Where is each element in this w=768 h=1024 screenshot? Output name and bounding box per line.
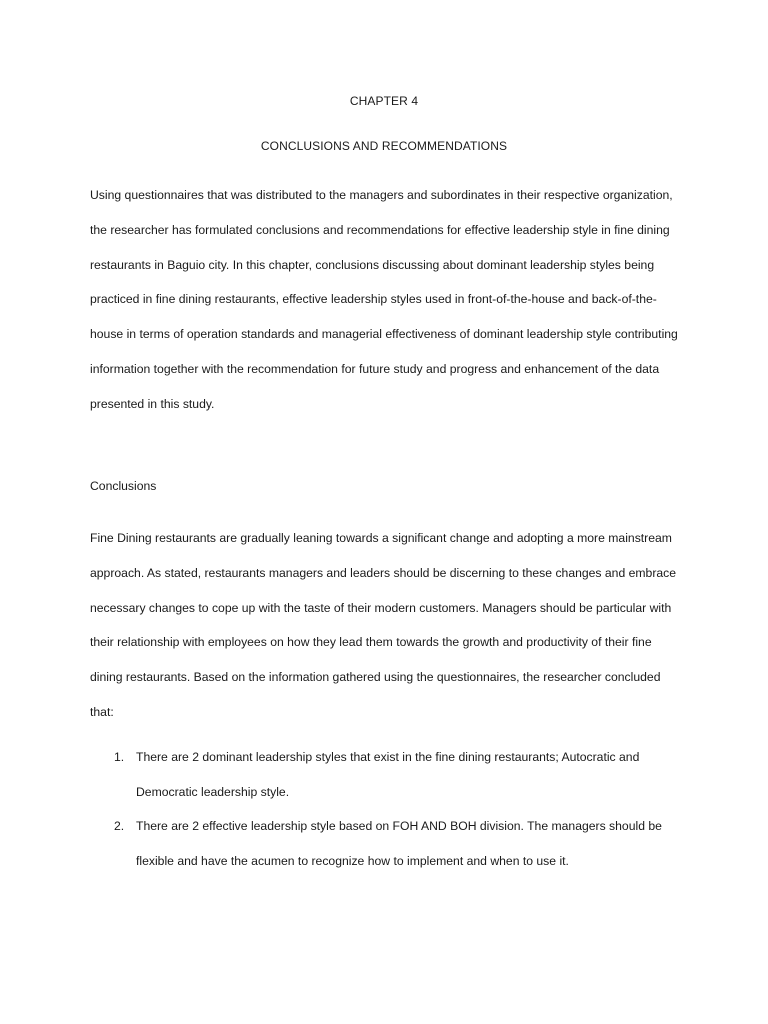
- conclusions-paragraph: Fine Dining restaurants are gradually leaning towards a significant change and adopting a more mainstream approach. As stated, restaurants managers and leaders should be discerning to these changes and embrace necessary changes to cope up with the taste of their modern customers. Managers should be particular with their relationship with employees on how they lead them towards the growth and productivity of their fine dining restaurants. Based on the information gathered using the questionnaires, the researcher concluded that:: [90, 531, 677, 719]
- conclusions-heading: Conclusions: [90, 479, 157, 493]
- finding-text: There are 2 effective leadership style based on FOH AND BOH division. The managers should be flexible and have the acumen to recognize how to implement and when to use it.: [136, 819, 662, 868]
- finding-number: 2.: [114, 819, 125, 833]
- finding-item: [90, 809, 690, 878]
- finding-item: [90, 740, 690, 809]
- findings-list: [90, 740, 690, 878]
- finding-number: 1.: [114, 750, 125, 764]
- intro-paragraph: Using questionnaires that was distributed to the managers and subordinates in their respective organization, the researcher has formulated conclusions and recommendations for effective leadership style in fine dining restaurants in Baguio city. In this chapter, conclusions discussing about dominant leadership styles being practiced in fine dining restaurants, effective leadership styles used in front-of-the-house and back-of-the-house in terms of operation standards and managerial effectiveness of dominant leadership style contributing information together with the recommendation for future study and progress and enhancement of the data presented in this study.: [90, 188, 678, 411]
- chapter-title: CONCLUSIONS AND RECOMMENDATIONS: [260, 139, 508, 153]
- finding-text: There are 2 dominant leadership styles that exist in the fine dining restaurants; Autocratic and Democratic leadership style.: [136, 750, 640, 799]
- chapter-label: CHAPTER 4: [349, 94, 419, 108]
